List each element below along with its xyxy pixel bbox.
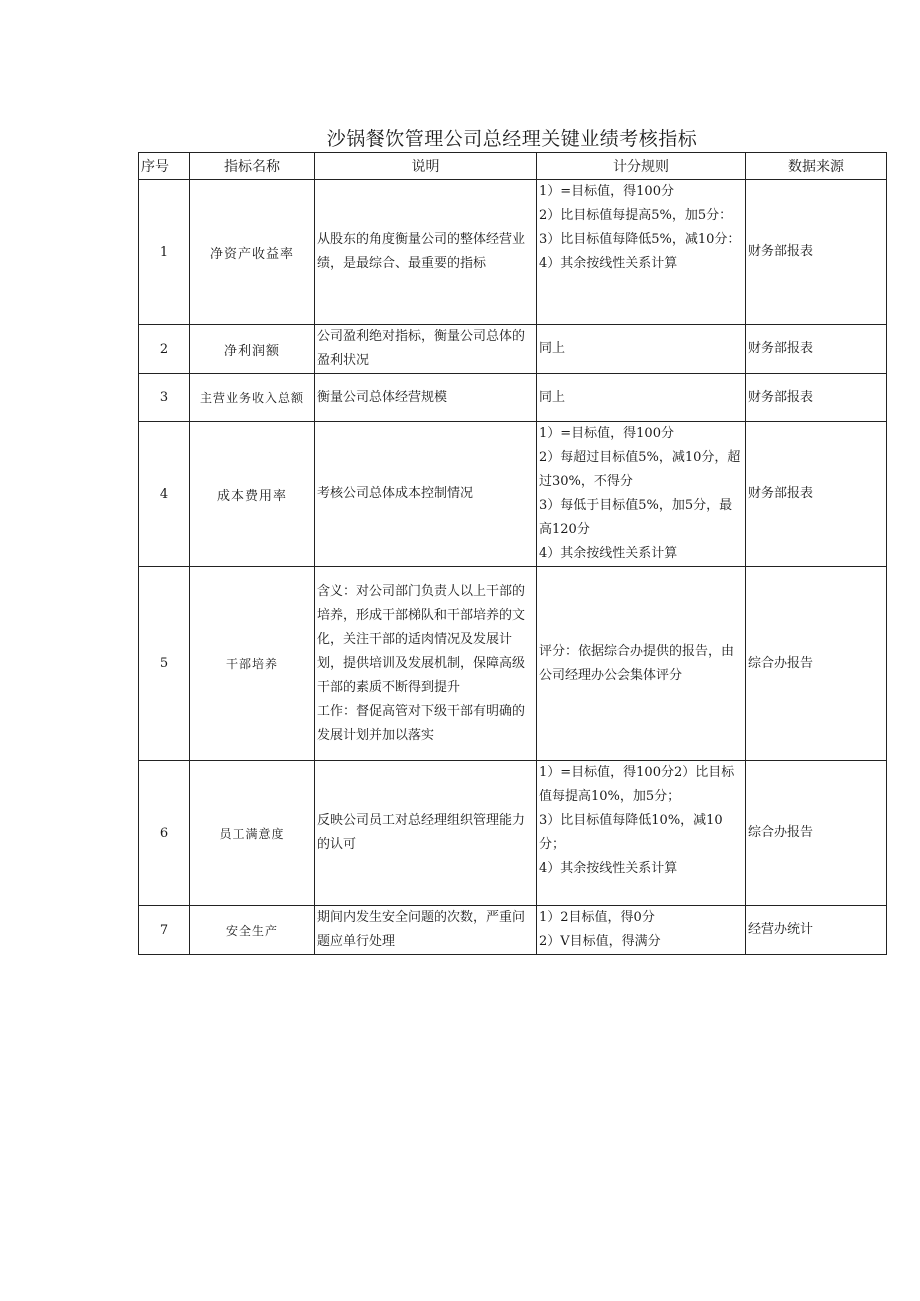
- row-source: 财务部报表: [746, 374, 887, 422]
- row-source: 综合办报告: [746, 567, 887, 761]
- row-seq: 5: [139, 567, 190, 761]
- desc-line: 含义：对公司部门负责人以上干部的培养，形成干部梯队和干部培养的文化，关注干部的适肉情况及发展计划，提供培训及发展机制，保障高级干部的素质不断得到提升: [317, 583, 526, 695]
- rule-line: 2）每超过目标值5%，减10分，超过30%，不得分: [539, 450, 741, 489]
- row-desc: 反映公司员工对总经理组织管理能力的认可: [315, 761, 537, 906]
- row-rule: [537, 374, 746, 422]
- row-rule: [537, 906, 746, 955]
- rule-line: 4）其余按线性关系计算: [539, 861, 678, 876]
- row-desc: 衡量公司总体经营规模: [315, 374, 537, 422]
- header-desc: 说明: [315, 153, 537, 180]
- rule-line: 1）=目标值，得100分: [539, 426, 674, 441]
- rule-line: 2）V目标值，得满分: [539, 934, 661, 949]
- row-rule: [537, 422, 746, 567]
- desc-line: 工作：督促高管对下级干部有明确的发展计划并加以落实: [317, 703, 526, 743]
- header-seq: 序号: [139, 153, 190, 180]
- row-source: 财务部报表: [746, 180, 887, 325]
- row-rule: [537, 325, 746, 374]
- row-desc: 公司盈利绝对指标，衡量公司总体的盈利状况: [315, 325, 537, 374]
- header-name: 指标名称: [190, 153, 315, 180]
- row-source: 综合办报告: [746, 761, 887, 906]
- row-seq: 1: [139, 180, 190, 325]
- table-header-row: [139, 153, 887, 180]
- row-rule: [537, 180, 746, 325]
- row-name: 安全生产: [190, 906, 315, 955]
- row-name: 净利润额: [190, 325, 315, 374]
- row-source: 财务部报表: [746, 325, 887, 374]
- row-name: 净资产收益率: [190, 180, 315, 325]
- table-row: [139, 906, 887, 955]
- row-seq: 4: [139, 422, 190, 567]
- row-seq: 7: [139, 906, 190, 955]
- row-source: 财务部报表: [746, 422, 887, 567]
- row-source: 经营办统计: [746, 906, 887, 955]
- row-name: 干部培养: [190, 567, 315, 761]
- rule-line: 4）其余按线性关系计算: [539, 256, 678, 271]
- row-seq: 2: [139, 325, 190, 374]
- rule-line: 1）2目标值，得0分: [539, 910, 655, 925]
- rule-line: 1）=目标值，得100分2）比目标值每提高10%，加5分；: [539, 765, 735, 804]
- row-seq: 3: [139, 374, 190, 422]
- row-desc: 期间内发生安全问题的次数，严重问题应单行处理: [315, 906, 537, 955]
- table-row: [139, 180, 887, 325]
- rule-line: 2）比目标值每提高5%，加5分：: [539, 208, 733, 223]
- document-title: 沙锅餐饮管理公司总经理关键业绩考核指标: [326, 128, 698, 150]
- rule-line: 1）=目标值，得100分: [539, 184, 674, 199]
- rule-line: 3）比目标值每降低5%，减10分：: [539, 232, 741, 247]
- rule-line: 3）每低于目标值5%，加5分，最高120分: [539, 498, 733, 537]
- rule-line: 4）其余按线性关系计算: [539, 546, 678, 561]
- rule-line: 同上: [539, 389, 566, 405]
- rule-line: 3）比目标值每降低10%，减10分；: [539, 813, 723, 852]
- rule-line: 评分：依据综合办提供的报告，由公司经理办公会集体评分: [539, 643, 735, 683]
- row-rule: [537, 567, 746, 761]
- row-seq: 6: [139, 761, 190, 906]
- header-source: 数据来源: [746, 153, 887, 180]
- row-name: 员工满意度: [190, 761, 315, 906]
- rule-line: 同上: [539, 341, 566, 356]
- row-desc: [315, 567, 537, 761]
- row-rule: [537, 761, 746, 906]
- table-row: [139, 325, 887, 374]
- row-name: 主营业务收入总额: [190, 374, 315, 422]
- kpi-table: [138, 152, 887, 955]
- row-desc: 从股东的角度衡量公司的整体经营业绩，是最综合、最重要的指标: [315, 180, 537, 325]
- row-name: 成本费用率: [190, 422, 315, 567]
- row-desc: 考核公司总体成本控制情况: [315, 422, 537, 567]
- table-row: [139, 761, 887, 906]
- table-row: [139, 422, 887, 567]
- header-rule: 计分规则: [537, 153, 746, 180]
- table-row: [139, 374, 887, 422]
- table-row: [139, 567, 887, 761]
